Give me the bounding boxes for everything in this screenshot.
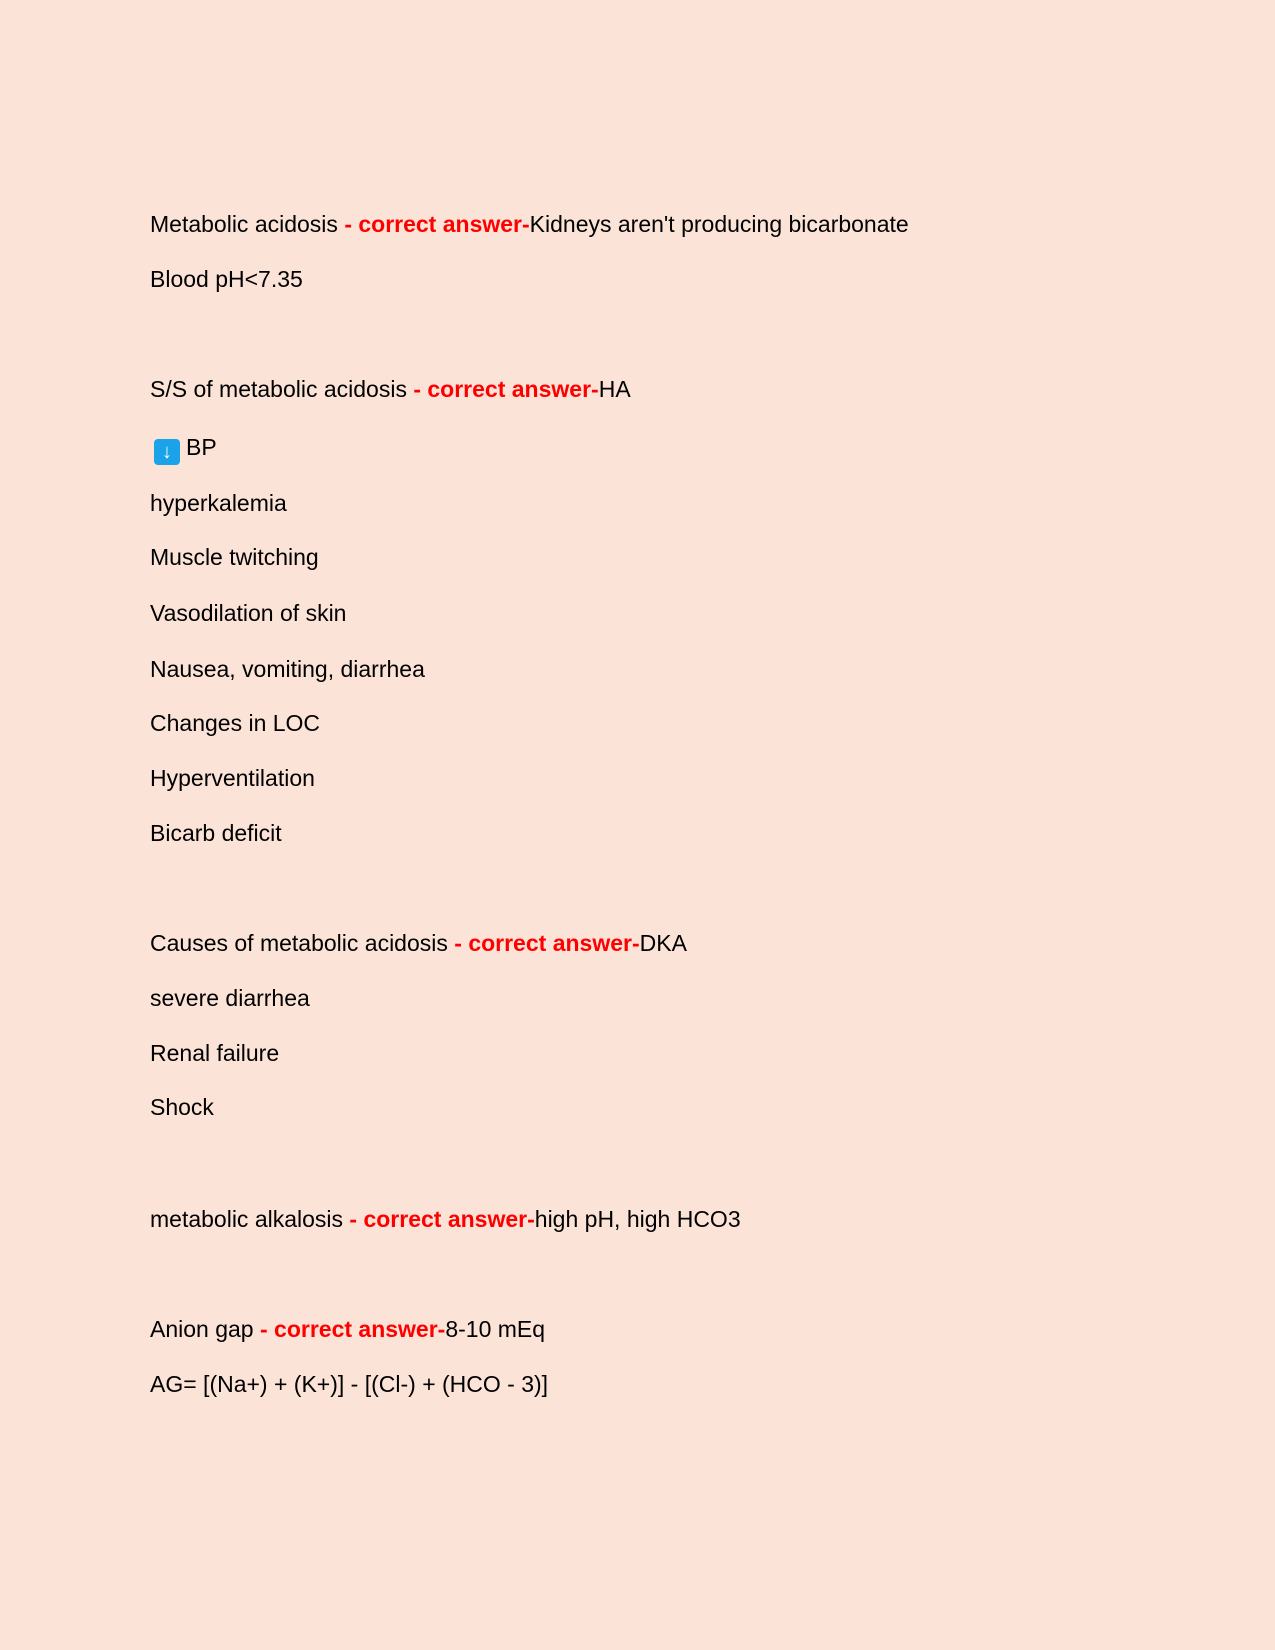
answer-line: DKA: [639, 930, 687, 956]
answer-line: Muscle twitching: [150, 544, 319, 570]
term: S/S of metabolic acidosis: [150, 376, 414, 402]
card-3-question: [150, 929, 687, 957]
answer-line: HA: [598, 376, 631, 402]
answer-line: high pH, high HCO3: [534, 1206, 741, 1232]
answer-line: AG= [(Na+) + (K+)] - [(Cl-) + (HCO - 3)]: [150, 1371, 549, 1397]
answer-line: Hyperventilation: [150, 765, 315, 791]
term: Metabolic acidosis: [150, 211, 345, 237]
answer-line: Shock: [150, 1094, 214, 1120]
answer-line: Renal failure: [150, 1040, 280, 1066]
card-5-question: [150, 1315, 545, 1343]
answer-marker: - correct answer-: [259, 1316, 446, 1342]
term: Anion gap: [150, 1316, 260, 1342]
answer-line: hyperkalemia: [150, 490, 287, 516]
down-arrow-icon: ↓: [154, 439, 180, 465]
answer-text: BP: [186, 434, 217, 460]
answer-line: Blood pH<7.35: [150, 266, 303, 292]
answer-marker: - correct answer-: [344, 211, 530, 237]
card-4-question: [150, 1205, 741, 1233]
term: Causes of metabolic acidosis: [150, 930, 455, 956]
answer-line: Kidneys aren't producing bicarbonate: [529, 211, 909, 237]
card-2-question: [150, 375, 631, 403]
term: metabolic alkalosis: [150, 1206, 350, 1232]
answer-marker: - correct answer-: [454, 930, 640, 956]
answer-line: [150, 433, 217, 461]
answer-marker: - correct answer-: [413, 376, 599, 402]
answer-line: Vasodilation of skin: [150, 600, 347, 626]
answer-marker: - correct answer-: [349, 1206, 535, 1232]
card-1-question: [150, 210, 909, 238]
answer-line: Changes in LOC: [150, 710, 321, 736]
answer-line: Bicarb deficit: [150, 820, 282, 846]
answer-line: 8-10 mEq: [445, 1316, 546, 1342]
answer-line: severe diarrhea: [150, 985, 310, 1011]
answer-line: Nausea, vomiting, diarrhea: [150, 656, 425, 682]
